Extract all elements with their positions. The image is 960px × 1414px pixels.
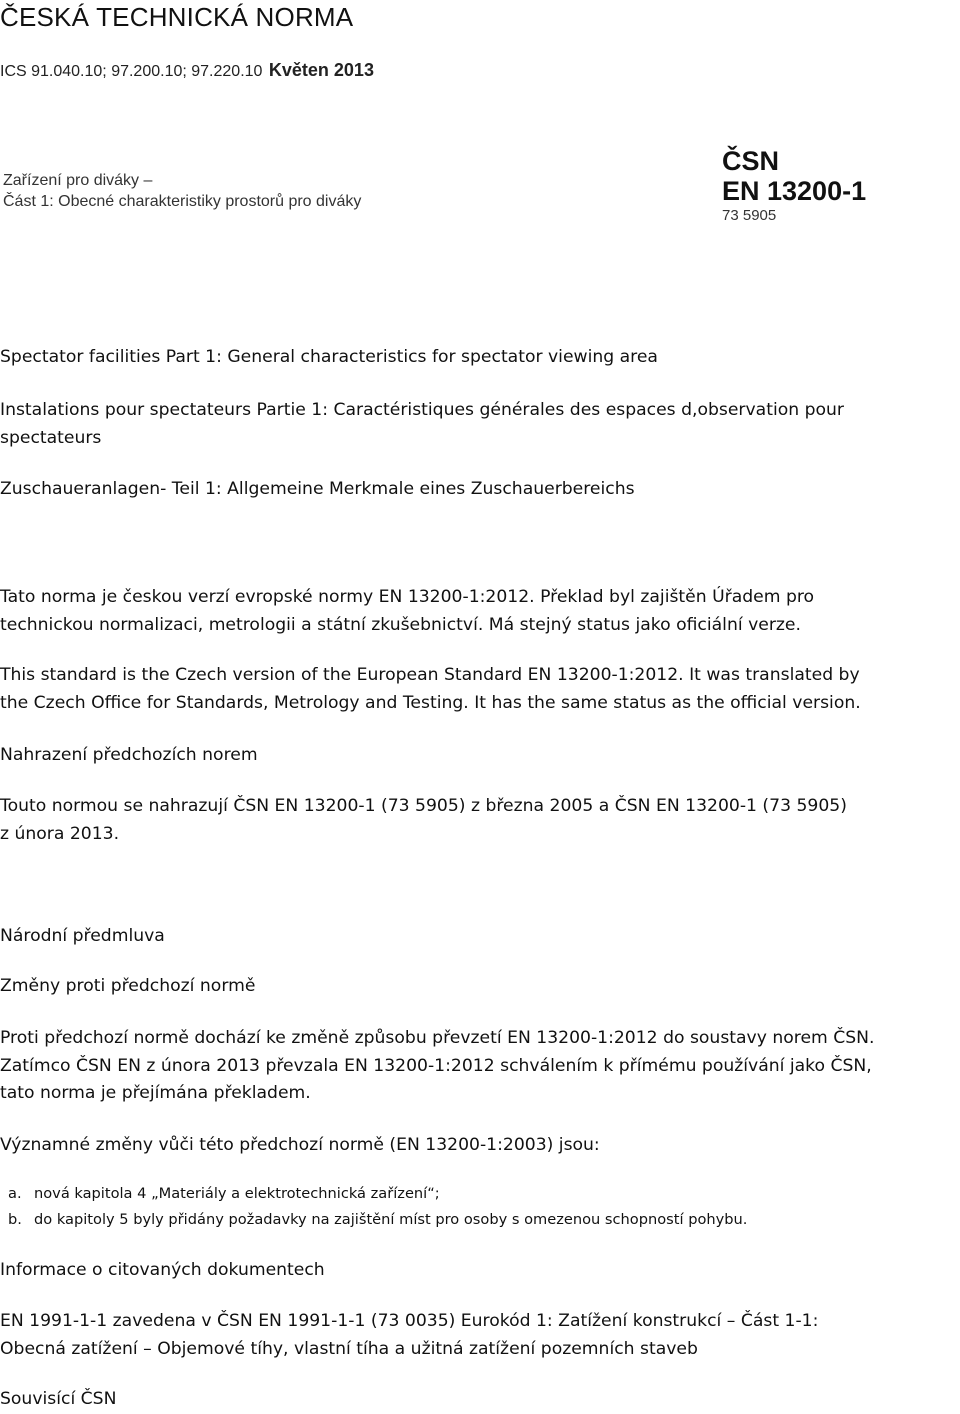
- classification-number: 73 5905: [722, 207, 777, 224]
- list-text: do kapitoly 5 byly přidány požadavky na zajištění míst pro osoby s omezenou schopností pohybu.: [34, 1211, 748, 1228]
- foreword-heading: Národní předmluva: [0, 926, 165, 946]
- replacement-line2: z února 2013.: [0, 823, 120, 844]
- changes-heading: Změny proti předchozí normě: [0, 976, 256, 996]
- publication-date: Květen 2013: [268, 60, 374, 80]
- czech-version-statement: [0, 584, 958, 639]
- czech-statement-line2: technickou normalizaci, metrologii a státní zkušebnictví. Má stejný status jako oficiální verze.: [0, 614, 801, 635]
- changes-line3: tato norma je přejímána překladem.: [0, 1083, 311, 1103]
- standard-designation: [722, 146, 866, 226]
- replacement-line1: Touto normou se nahrazují ČSN EN 13200-1 (73 5905) z března 2005 a ČSN EN 13200-1 (73 5905): [0, 796, 847, 816]
- changes-line1: Proti předchozí normě dochází ke změně způsobu převzetí EN 13200-1:2012 do soustavy norem ČSN.: [0, 1028, 875, 1048]
- related-standards-heading: Souvisící ČSN: [0, 1389, 117, 1409]
- english-statement-line1: This standard is the Czech version of the European Standard EN 13200-1:2012. It was translated by: [0, 665, 860, 685]
- ics-line: [0, 60, 374, 81]
- list-marker: b.: [8, 1211, 22, 1228]
- document-title: ČESKÁ TECHNICKÁ NORMA: [0, 2, 354, 32]
- list-item: [8, 1185, 440, 1202]
- changes-line2: Zatímco ČSN EN z února 2013 převzala EN 13200-1:2012 schválením k přímému používání jako ČSN,: [0, 1055, 872, 1076]
- english-version-statement: [0, 662, 958, 717]
- cited-documents-paragraph: [0, 1308, 958, 1363]
- list-item: [8, 1211, 747, 1228]
- list-marker: a.: [8, 1185, 22, 1202]
- czech-title: [3, 170, 361, 212]
- english-statement-line2: the Czech Office for Standards, Metrology and Testing. It has the same status as the official version.: [0, 692, 861, 713]
- replacement-paragraph: [0, 793, 958, 848]
- list-text: nová kapitola 4 „Materiály a elektrotechnická zařízení“;: [34, 1185, 440, 1202]
- czech-title-line2: Část 1: Obecné charakteristiky prostorů pro diváky: [3, 193, 362, 210]
- french-title: [0, 397, 958, 452]
- french-title-line1: Instalations pour spectateurs Partie 1: Caractéristiques générales des espaces d,observation pour: [0, 400, 844, 420]
- significant-changes-heading: Významné změny vůči této předchozí normě (EN 13200-1:2003) jsou:: [0, 1135, 600, 1155]
- english-title: Spectator facilities Part 1: General characteristics for spectator viewing area: [0, 347, 658, 367]
- changes-paragraph: [0, 1025, 958, 1108]
- ics-codes: ICS 91.040.10; 97.200.10; 97.220.10: [0, 63, 263, 80]
- german-title: Zuschaueranlagen- Teil 1: Allgemeine Merkmale eines Zuschauerbereichs: [0, 479, 635, 499]
- cited-line1: EN 1991-1-1 zavedena v ČSN EN 1991-1-1 (73 0035) Eurokód 1: Zatížení konstrukcí – Část 1-1:: [0, 1311, 819, 1331]
- csn-label: ČSN: [722, 146, 780, 176]
- french-title-line2: spectateurs: [0, 427, 102, 448]
- czech-statement-line1: Tato norma je českou verzí evropské normy EN 13200-1:2012. Překlad byl zajištěn Úřadem pro: [0, 587, 815, 607]
- replacement-heading: Nahrazení předchozích norem: [0, 745, 258, 765]
- cited-documents-heading: Informace o citovaných dokumentech: [0, 1260, 325, 1280]
- czech-title-line1: Zařízení pro diváky –: [3, 172, 153, 189]
- standard-number: EN 13200-1: [722, 176, 867, 206]
- cited-line2: Obecná zatížení – Objemové tíhy, vlastní tíha a užitná zatížení pozemních staveb: [0, 1338, 698, 1359]
